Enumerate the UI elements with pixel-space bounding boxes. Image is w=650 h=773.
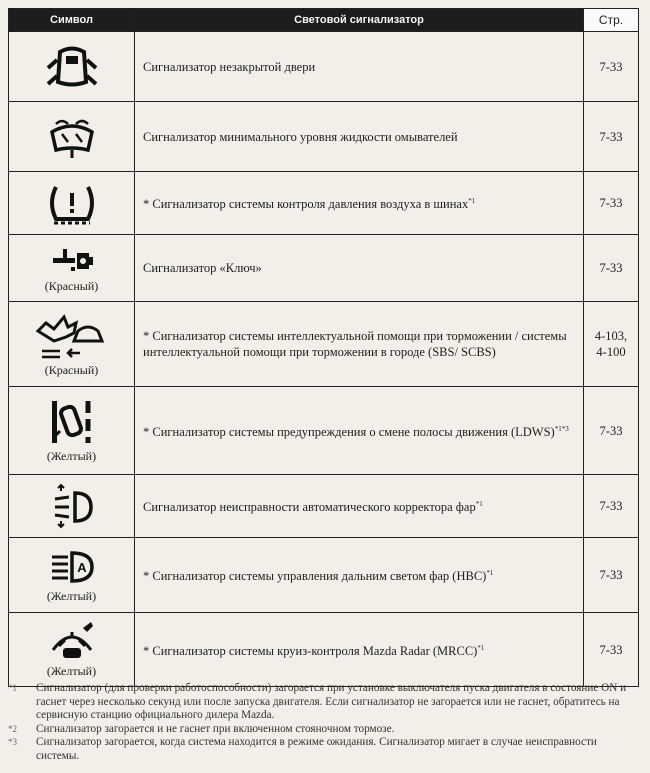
footnote-item xyxy=(8,682,640,723)
door-open-icon xyxy=(42,42,102,92)
table-row xyxy=(9,475,639,538)
footnote-text: Сигнализатор загорается, когда система находится в режиме ожидания. Сигнализатор мигает в случае неисправности системы. xyxy=(36,736,597,762)
table-header-row xyxy=(9,9,639,32)
footnote-mark: *1 xyxy=(468,197,476,206)
color-label: (Желтый) xyxy=(46,664,97,678)
row-text: Сигнализатор незакрытой двери xyxy=(135,32,584,102)
header-symbol: Символ xyxy=(9,9,135,32)
svg-text:A: A xyxy=(76,559,87,575)
table-row xyxy=(9,613,639,687)
row-page: 4-103, 4-100 xyxy=(584,302,639,387)
row-page: 7-33 xyxy=(584,538,639,613)
table-row xyxy=(9,302,639,387)
footnote-mark: *2 xyxy=(8,723,17,734)
row-text: * Сигнализатор системы интеллектуальной помощи при торможении / системы интеллектуальной помощи при торможении в городе (SBS/ SCBS) xyxy=(135,302,584,387)
footnote-item xyxy=(8,736,640,763)
footnotes xyxy=(8,682,640,763)
row-page: 7-33 xyxy=(584,235,639,302)
tire-pressure-icon xyxy=(44,179,100,227)
footnote-mark: *1 xyxy=(486,569,494,578)
row-text: Сигнализатор неисправности автоматического корректора фар xyxy=(143,500,476,515)
row-text: * Сигнализатор системы круиз-контроля Mazda Radar (MRCC) xyxy=(143,644,478,659)
footnote-text: Сигнализатор загорается и не гаснет при включенном стояночном тормозе. xyxy=(36,722,395,735)
table-row xyxy=(9,387,639,475)
footnote-item xyxy=(8,723,640,737)
washer-fluid-icon xyxy=(42,114,102,160)
key-icon xyxy=(47,243,97,277)
footnote-mark: *1 xyxy=(8,683,17,693)
header-page: Стр. xyxy=(584,9,639,32)
footnote-mark: *1 xyxy=(477,643,485,652)
auto-high-beam-icon xyxy=(46,547,98,587)
footnote-text: Сигнализатор (для проверки работоспособности) загорается при установке выключателя пуска двигателя в состояние ON и гаснет через несколько секунд или после запуска двигателя. Если сигнализатор не загорается или не гаснет, обратитесь на сервисную станцию официального дилера Mazda. xyxy=(36,682,627,721)
row-text: Сигнализатор «Ключ» xyxy=(135,235,584,302)
table-row xyxy=(9,538,639,613)
row-page: 7-33 xyxy=(584,102,639,172)
row-page: 7-33 xyxy=(584,613,639,687)
radar-cruise-icon xyxy=(47,620,97,662)
table-row xyxy=(9,102,639,172)
row-text: Сигнализатор минимального уровня жидкости омывателей xyxy=(135,102,584,172)
lane-departure-icon xyxy=(44,397,100,447)
table-row xyxy=(9,32,639,102)
color-label: (Красный) xyxy=(44,278,99,293)
row-page: 7-33 xyxy=(584,32,639,102)
table-row xyxy=(9,172,639,235)
indicator-table-page xyxy=(8,8,638,687)
header-signal: Световой сигнализатор xyxy=(135,9,584,32)
footnote-mark: *1 xyxy=(475,500,483,509)
row-page: 7-33 xyxy=(584,172,639,235)
row-text: * Сигнализатор системы контроля давления воздуха в шинах xyxy=(143,197,469,212)
color-label: (Желтый) xyxy=(46,588,97,603)
footnote-mark: *3 xyxy=(8,737,17,747)
color-label: (Красный) xyxy=(44,362,99,377)
table-row xyxy=(9,235,639,302)
smart-brake-icon xyxy=(32,311,112,361)
row-page: 7-33 xyxy=(584,387,639,475)
headlight-leveling-icon xyxy=(47,483,97,529)
indicator-table xyxy=(8,8,639,687)
row-text: * Сигнализатор системы управления дальним светом фар (HBC) xyxy=(143,569,487,584)
row-page: 7-33 xyxy=(584,475,639,538)
color-label: (Желтый) xyxy=(46,449,97,463)
footnote-mark: *1*3 xyxy=(554,424,569,433)
row-text: * Сигнализатор системы предупреждения о смене полосы движения (LDWS) xyxy=(143,425,555,440)
